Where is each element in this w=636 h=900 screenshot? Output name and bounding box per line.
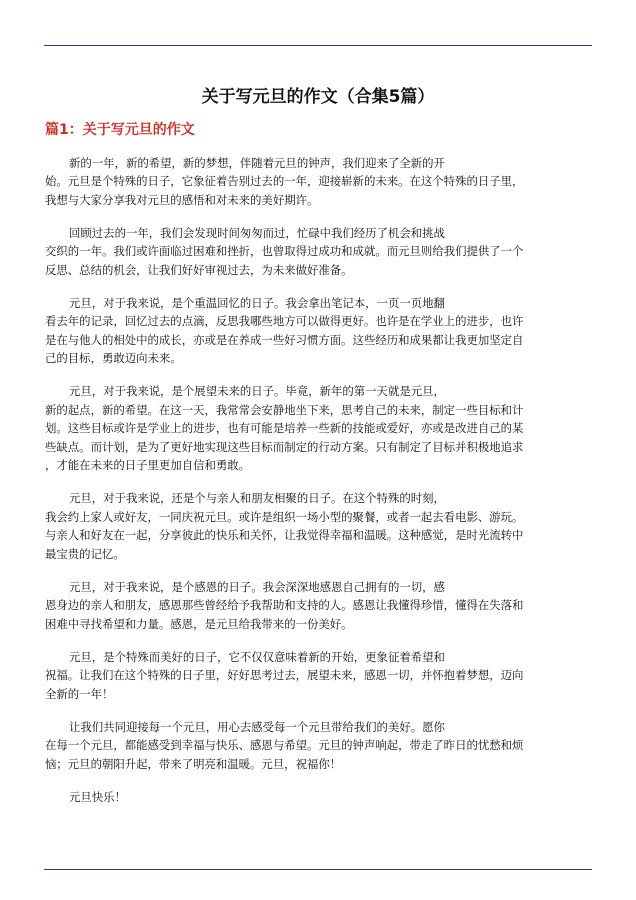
paragraph-line: 新的起点，新的希望。在这一天，我常常会安静地坐下来，思考自己的未来，制定一些目标和计	[45, 402, 524, 417]
paragraph-line: 元旦，对于我来说，是个感恩的日子。我会深深地感恩自己拥有的一切，感	[69, 579, 445, 594]
paragraph-line: 与亲人和好友在一起，分享彼此的快乐和关怀，让我觉得幸福和温暖。这种感觉，是时光流转中	[45, 528, 524, 543]
document-title: 关于写元旦的作文（合集5篇）	[201, 87, 435, 107]
paragraph-line: 元旦，是个特殊而美好的日子，它不仅仅意味着新的开始，更象征着希望和	[69, 649, 445, 664]
paragraph-2	[45, 224, 591, 279]
bottom-rule	[44, 869, 592, 870]
top-rule	[44, 45, 592, 46]
paragraph-line: 反思、总结的机会，让我们好好审视过去，为未来做好准备。	[45, 262, 353, 277]
paragraph-line: 交织的一年。我们或许面临过困难和挫折，也曾取得过成功和成就。而元旦则给我们提供了一个	[45, 244, 524, 259]
paragraph-line: 元旦，对于我来说，是个展望未来的日子。毕竟，新年的第一天就是元旦，	[69, 384, 445, 399]
paragraph-line: 我想与大家分享我对元旦的感悟和对未来的美好期许。	[45, 192, 319, 207]
paragraph-4	[45, 382, 591, 474]
paragraph-line: 元旦快乐！	[69, 789, 126, 804]
paragraph-line: 全新的一年！	[45, 686, 114, 701]
paragraph-line: 最宝贵的记忆。	[45, 546, 125, 561]
paragraph-line: 新的一年，新的希望，新的梦想，伴随着元旦的钟声，我们迎来了全新的开	[69, 156, 445, 170]
paragraph-8	[45, 718, 591, 773]
section-heading: 篇1：关于写元旦的作文	[45, 122, 195, 138]
paragraph-line: 恩身边的亲人和朋友，感恩那些曾经给予我帮助和支持的人。感恩让我懂得珍惜，懂得在失落和	[45, 598, 524, 613]
paragraph-9	[45, 788, 591, 806]
paragraph-line: 划。这些目标或许是学业上的进步，也有可能是培养一些新的技能或爱好，亦或是改进自己的某	[45, 421, 524, 436]
paragraph-line: 些缺点。而计划，是为了更好地实现这些目标而制定的行动方案。只有制定了目标并积极地追求	[45, 439, 524, 454]
paragraph-line: 是在与他人的相处中的成长，亦或是在养成一些好习惯方面。这些经历和成果都让我更加坚定自	[45, 332, 524, 347]
paragraph-line: 困难中寻找希望和力量。感恩，是元旦给我带来的一份美好。	[45, 616, 353, 631]
paragraph-line: 看去年的记录，回忆过去的点滴，反思我哪些地方可以做得更好。也许是在学业上的进步，也许	[45, 314, 524, 329]
document-body	[45, 154, 591, 821]
paragraph-line: 回顾过去的一年，我们会发现时间匆匆而过，忙碌中我们经历了机会和挑战	[69, 226, 445, 241]
paragraph-1	[45, 154, 591, 209]
paragraph-5	[45, 489, 591, 563]
paragraph-3	[45, 294, 591, 368]
paragraph-line: 元旦，对于我来说，还是个与亲人和朋友相聚的日子。在这个特殊的时刻，	[69, 491, 445, 506]
paragraph-line: ，才能在未来的日子里更加自信和勇敢。	[45, 458, 251, 473]
paragraph-line: 在每一个元旦，都能感受到幸福与快乐、感恩与希望。元旦的钟声响起，带走了昨日的忧愁和烦	[45, 738, 524, 753]
paragraph-line: 祝福。让我们在这个特殊的日子里，好好思考过去，展望未来，感恩一切，并怀抱着梦想，迈向	[45, 668, 524, 683]
paragraph-line: 始。元旦是个特殊的日子，它象征着告别过去的一年，迎接崭新的未来。在这个特殊的日子里，	[45, 174, 524, 189]
paragraph-line: 让我们共同迎接每一个元旦，用心去感受每一个元旦带给我们的美好。愿你	[69, 719, 445, 734]
paragraph-line: 元旦，对于我来说，是个重温回忆的日子。我会拿出笔记本，一页一页地翻	[69, 296, 445, 311]
paragraph-line: 恼；元旦的朝阳升起，带来了明亮和温暖。元旦，祝福你！	[45, 756, 342, 771]
paragraph-line: 我会约上家人或好友，一同庆祝元旦。或许是组织一场小型的聚餐，或者一起去看电影、游玩。	[45, 509, 524, 524]
paragraph-7	[45, 648, 591, 703]
paragraph-6	[45, 578, 591, 633]
paragraph-line: 己的目标，勇敢迈向未来。	[45, 351, 182, 366]
